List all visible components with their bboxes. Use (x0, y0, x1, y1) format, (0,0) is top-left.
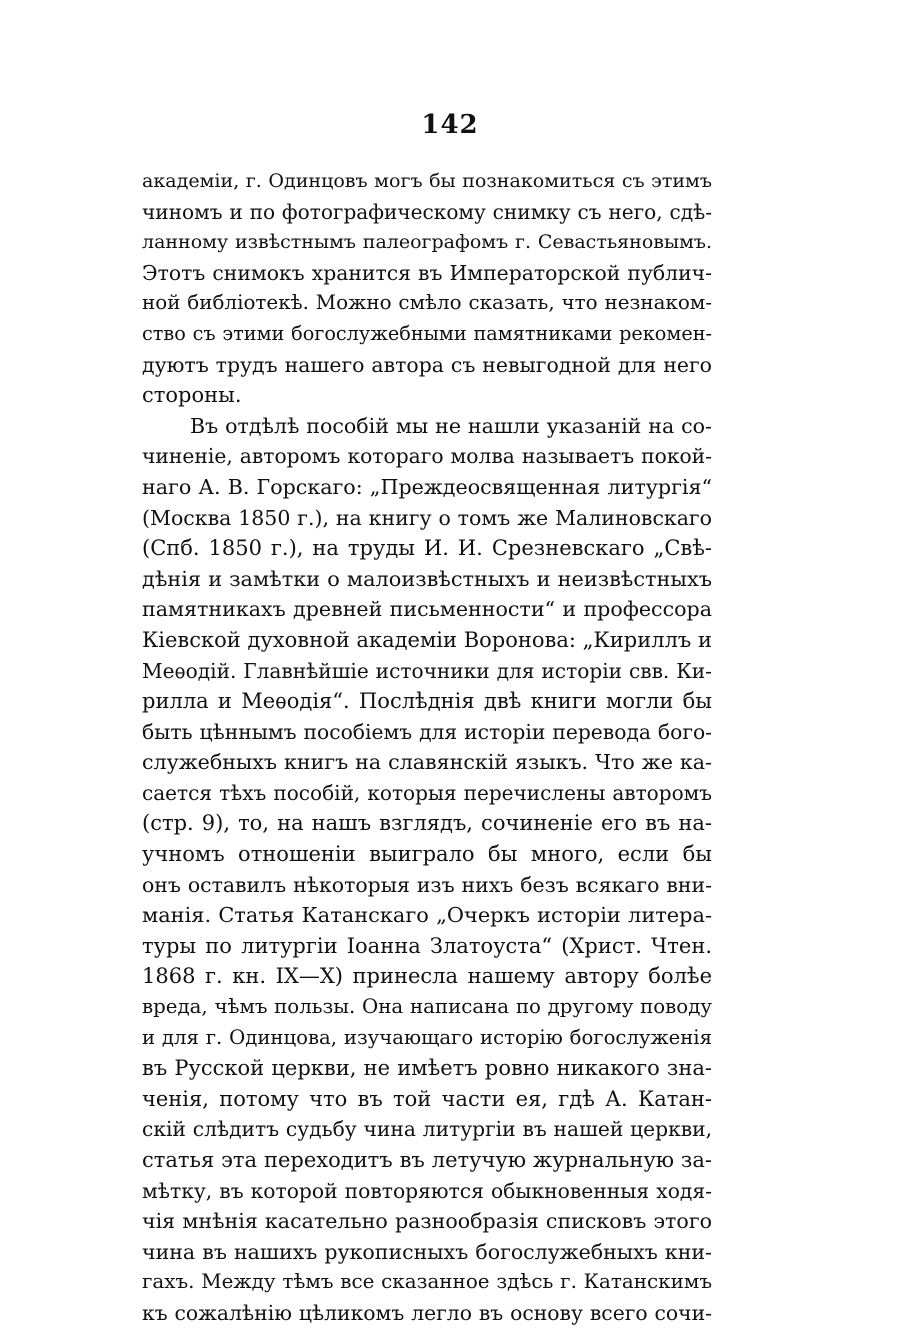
text-line: Въ отдѣлѣ пособій мы не нашли указаній на со- (190, 413, 712, 438)
text-line: быть цѣннымъ пособіемъ для исторіи перевода бого- (142, 719, 712, 744)
text-line: Меѳодій. Главнѣйшіе источники для исторіи свв. Ки- (142, 658, 712, 683)
text-line: манія. Статья Катанскаго „Очеркъ исторіи литера- (142, 903, 712, 928)
text-line: сается тѣхъ пособій, которыя перечислены авторомъ (142, 780, 712, 805)
text-line: чиненіе, авторомъ котораго молва называетъ покой- (142, 444, 712, 469)
text-line: учномъ отношеніи выиграло бы много, если бы (142, 842, 712, 867)
text-line: Кіевской духовной академіи Воронова: „Кириллъ и (142, 627, 712, 652)
text-line: дуютъ трудъ нашего автора съ невыгодной для него (142, 352, 712, 377)
text-line: ной библіотекѣ. Можно смѣло сказать, что незнаком- (142, 291, 712, 315)
text-line: памятникахъ древней письменности“ и профессора (142, 597, 712, 622)
text-line: скій слѣдитъ судьбу чина литургіи въ нашей церкви, (142, 1117, 712, 1142)
text-line: въ Русской церкви, не имѣетъ ровно никакого зна- (142, 1056, 712, 1081)
text-line: дѣнія и замѣтки о малоизвѣстныхъ и неизвѣстныхъ (142, 566, 712, 591)
text-line: туры по литургіи Іоанна Златоуста“ (Христ. Чтен. (142, 933, 712, 958)
body-text (142, 166, 712, 1329)
text-line: статья эта переходитъ въ летучую журнальную за- (142, 1148, 712, 1172)
text-line: служебныхъ книгъ на славянскій языкъ. Что же ка- (142, 750, 712, 775)
text-line: ство съ этими богослужебными памятниками рекомен- (142, 321, 712, 345)
text-line: и для г. Одинцова, изучающаго исторію богослуженія (142, 1025, 712, 1049)
text-line: академіи, г. Одинцовъ могъ бы познакомиться съ этимъ (142, 170, 712, 192)
text-line: чина въ нашихъ рукописныхъ богослужебныхъ кни- (142, 1239, 712, 1264)
text-line: ченія, потому что въ той части ея, гдѣ А. Катан- (142, 1086, 712, 1111)
text-line: ланному извѣстнымъ палеографомъ г. Севастьяновымъ. (142, 231, 712, 254)
page-number: 142 (421, 110, 479, 140)
text-line: (стр. 9), то, на нашъ взглядъ, сочиненіе его въ на- (142, 811, 712, 836)
text-line: вреда, чѣмъ пользы. Она написана по другому поводу (142, 995, 712, 1019)
text-line: наго А. В. Горскаго: „Преждеосвященная литургія“ (142, 474, 712, 499)
text-line: мѣтку, въ которой повторяются обыкновенныя ходя- (142, 1178, 712, 1203)
text-line: онъ оставилъ нѣкоторыя изъ нихъ безъ всякаго вни- (142, 872, 712, 897)
text-line: (Москва 1850 г.), на книгу о томъ же Малиновскаго (142, 505, 712, 530)
text-line: рилла и Меѳодія“. Послѣднія двѣ книги могли бы (142, 689, 712, 714)
text-line: гахъ. Между тѣмъ все сказанное здѣсь г. Катанскимъ (142, 1270, 712, 1294)
text-line: стороны. (142, 383, 242, 408)
text-line: (Спб. 1850 г.), на труды И. И. Срезневскаго „Свѣ- (142, 536, 712, 561)
text-line: чиномъ и по фотографическому снимку съ него, сдѣ- (142, 199, 712, 224)
text-line: 1868 г. кн. IX—X) принесла нашему автору болѣе (142, 964, 712, 989)
text-line: чія мнѣнія касательно разнообразія списковъ этого (142, 1209, 712, 1234)
text-line: къ сожалѣнію цѣликомъ легло въ основу всего сочи- (142, 1300, 712, 1325)
text-line: Этотъ снимокъ хранится въ Императорской публич- (142, 260, 712, 285)
